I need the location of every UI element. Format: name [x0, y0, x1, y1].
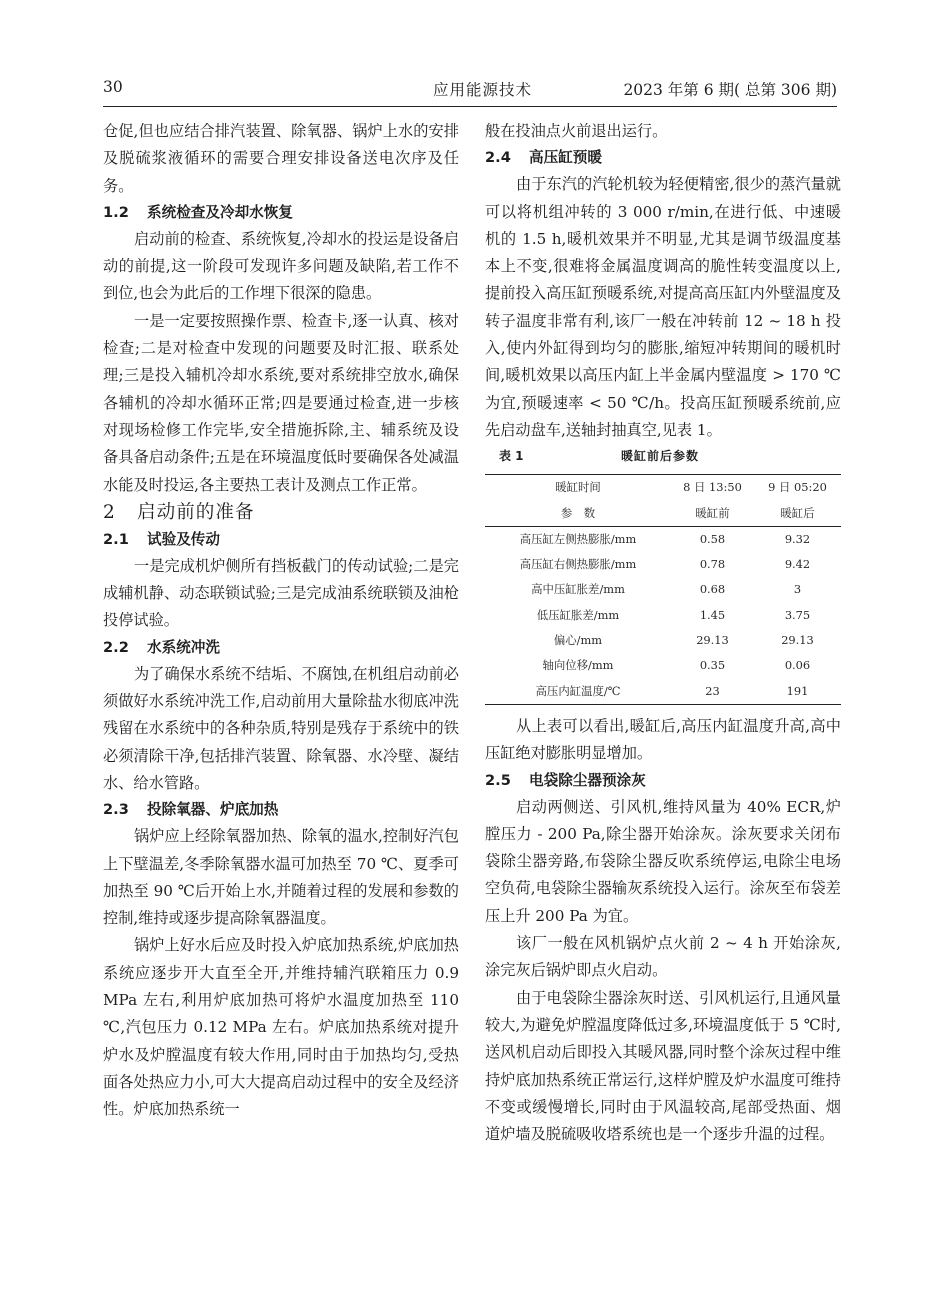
paragraph: 由于电袋除尘器涂灰时送、引风机运行,且通风量较大,为避免炉膛温度降低过多,环境温度低于 5 ℃时,送风机启动后即投入其暖风器,同时整个涂灰过程中维持炉底加热系统正常运行,这样炉膛及炉水温度可维持不变或缓慢增长,同时由于风温较高,尾部受热面、烟道炉墙及脱硫吸收塔系统也是一个逐步升温的过程。	[485, 988, 841, 1144]
table-row	[485, 628, 841, 653]
table-header-row	[485, 475, 841, 501]
table-cell: 低压缸胀差/mm	[536, 607, 620, 622]
table-cell: 轴向位移/mm	[542, 658, 614, 673]
paragraph-intro: 仓促,但也应结合排汽装置、除氧器、锅炉上水的安排及脱硫浆液循环的需要合理安排设备送电次序及任务。	[103, 122, 459, 195]
left-column	[103, 118, 459, 1124]
paragraph: 由于东汽的汽轮机较为轻便精密,很少的蒸汽量就可以将机组冲转的 3 000 r/min,在进行低、中速暖机的 1.5 h,暖机效果并不明显,尤其是调节级温度基本上不变,很难将金属温度调高的脆性转变温度以上,提前投入高压缸预暖系统,对提高高压缸内外壁温度及转子温度非常有利,该厂一般在冲转前 12 ~ 18 h 投入,使内外缸得到均匀的膨胀,缩短冲转期间的暖机时间,暖机效果以高压内缸上半金属内壁温度 > 170 ℃ 为宜,预暖速率 < 50 ℃/h。投高压缸预暖系统前,应先启动盘车,送轴封抽真空,见表 1。	[485, 175, 841, 439]
table-caption: 暖缸前后参数	[621, 449, 700, 464]
section-number: 2.2	[103, 638, 129, 656]
paragraph: 从上表可以看出,暖缸后,高压内缸温度升高,高中压缸绝对膨胀明显增加。	[485, 716, 841, 763]
header-cell: 9 日 05:20	[754, 475, 841, 501]
section-heading-2-4	[485, 145, 841, 171]
section-heading-2-5	[485, 768, 841, 794]
right-column	[485, 118, 841, 1148]
journal-name: 应用能源技术	[433, 81, 533, 99]
page-header	[103, 78, 837, 102]
section-heading-2-2	[103, 635, 459, 661]
section-number: 2.3	[103, 801, 129, 819]
table-cell: 0.06	[784, 658, 811, 673]
table-label: 表 1	[499, 449, 524, 464]
table-cell: 0.35	[699, 658, 726, 673]
paragraph: 一是一定要按照操作票、检查卡,逐一认真、核对检查;二是对检查中发现的问题要及时汇报、联系处理;三是投入辅机冷却水系统,要对系统排空放水,确保各辅机的冷却水循环正常;四是要通过检查,进一步核对现场检修工作完毕,安全措施拆除,主、辅系统及设备具备启动条件;五是在环境温度低时要确保各处减温水能及时投运,各主要热工表计及测点工作正常。	[103, 311, 459, 494]
paragraph: 一是完成机炉侧所有挡板截门的传动试验;二是完成辅机静、动态联锁试验;三是完成油系统联锁及油枪投停试验。	[103, 556, 459, 630]
table-cell: 29.13	[696, 633, 729, 648]
table-cell: 3.75	[784, 607, 811, 622]
section-number: 2.5	[485, 771, 511, 789]
paragraph: 启动前的检查、系统恢复,冷却水的投运是设备启动的前提,这一阶段可发现许多问题及缺陷,若工作不到位,也会为此后的工作埋下很深的隐患。	[103, 229, 459, 303]
table-cell: 0.58	[699, 531, 726, 546]
data-table	[485, 474, 841, 705]
table-row	[485, 577, 841, 602]
section-number: 1.2	[103, 203, 129, 221]
section-heading-2-3	[103, 797, 459, 823]
table-cell: 29.13	[781, 633, 814, 648]
table-row	[485, 526, 841, 552]
table-cell: 9.32	[784, 531, 811, 546]
table-row	[485, 603, 841, 628]
section-number: 2	[103, 501, 116, 523]
table-row	[485, 552, 841, 577]
section-title: 投除氧器、炉底加热	[147, 801, 279, 819]
table-cell: 高中压缸胀差/mm	[531, 582, 625, 597]
section-title: 电袋除尘器预涂灰	[529, 771, 646, 789]
table-row	[485, 679, 841, 705]
table-cell: 9.42	[784, 557, 811, 572]
header-cell: 暖缸前	[671, 501, 754, 527]
table-cell: 偏心/mm	[553, 633, 603, 648]
section-heading-2	[103, 499, 459, 527]
table-cell: 0.68	[699, 582, 726, 597]
page-number: 30	[103, 78, 123, 96]
table-row	[485, 653, 841, 678]
issue-info: 2023 年第 6 期( 总第 306 期)	[623, 81, 837, 99]
paragraph: 为了确保水系统不结垢、不腐蚀,在机组启动前必须做好水系统冲洗工作,启动前用大量除盐水彻底冲洗残留在水系统中的各种杂质,特别是残存于系统中的铁必须清除干净,包括排汽装置、除氧器、水冷壁、凝结水、给水管路。	[103, 664, 459, 792]
section-number: 2.1	[103, 530, 129, 548]
table-header-row	[485, 501, 841, 527]
table-cell: 高压缸右侧热膨胀/mm	[519, 557, 637, 572]
section-title: 高压缸预暖	[529, 149, 602, 167]
section-number: 2.4	[485, 149, 511, 167]
paragraph: 该厂一般在风机锅炉点火前 2 ~ 4 h 开始涂灰,涂完灰后锅炉即点火启动。	[485, 934, 841, 980]
table-cell: 191	[754, 679, 841, 705]
table-cell: 1.45	[699, 607, 726, 622]
table-cell: 0.78	[699, 557, 726, 572]
table-title	[485, 444, 841, 468]
header-cell: 暖缸时间	[485, 475, 671, 501]
table-cell: 高压内缸温度/℃	[485, 679, 671, 705]
table-cell: 高压缸左侧热膨胀/mm	[519, 531, 637, 546]
header-cell: 参 数	[485, 501, 671, 527]
header-cell: 暖缸后	[754, 501, 841, 527]
paragraph-continued: 般在投油点火前退出运行。	[485, 122, 668, 140]
section-heading-1-2	[103, 200, 459, 226]
header-cell: 8 日 13:50	[671, 475, 754, 501]
table-cell: 23	[671, 679, 754, 705]
section-heading-2-1	[103, 527, 459, 553]
section-title: 试验及传动	[147, 530, 220, 548]
section-title: 系统检查及冷却水恢复	[147, 203, 293, 221]
table-cell: 3	[793, 582, 802, 597]
section-title: 水系统冲洗	[147, 638, 220, 656]
paragraph: 锅炉应上经除氧器加热、除氧的温水,控制好汽包上下壁温差,冬季除氧器水温可加热至 70 ℃、夏季可加热至 90 ℃后开始上水,并随着过程的发展和参数的控制,维持或逐步提高除氧器温度。	[103, 827, 459, 928]
header-rule	[103, 106, 837, 107]
paragraph: 锅炉上好水后应及时投入炉底加热系统,炉底加热系统应逐步开大直至全开,并维持辅汽联箱压力 0.9 MPa 左右,利用炉底加热可将炉水温度加热至 110 ℃,汽包压力 0.12 MPa 左右。炉底加热系统对提升炉水及炉膛温度有较大作用,同时由于加热均匀,受热面各处热应力小,可大大提高启动过程中的安全及经济性。炉底加热系统一	[103, 936, 459, 1119]
section-title: 启动前的准备	[137, 501, 255, 523]
paragraph: 启动两侧送、引风机,维持风量为 40% ECR,炉膛压力 - 200 Pa,除尘器开始涂灰。涂灰要求关闭布袋除尘器旁路,布袋除尘器反吹系统停运,电除尘电场空负荷,电袋除尘器输灰系统投入运行。涂灰至布袋差压上升 200 Pa 为宜。	[485, 797, 841, 925]
